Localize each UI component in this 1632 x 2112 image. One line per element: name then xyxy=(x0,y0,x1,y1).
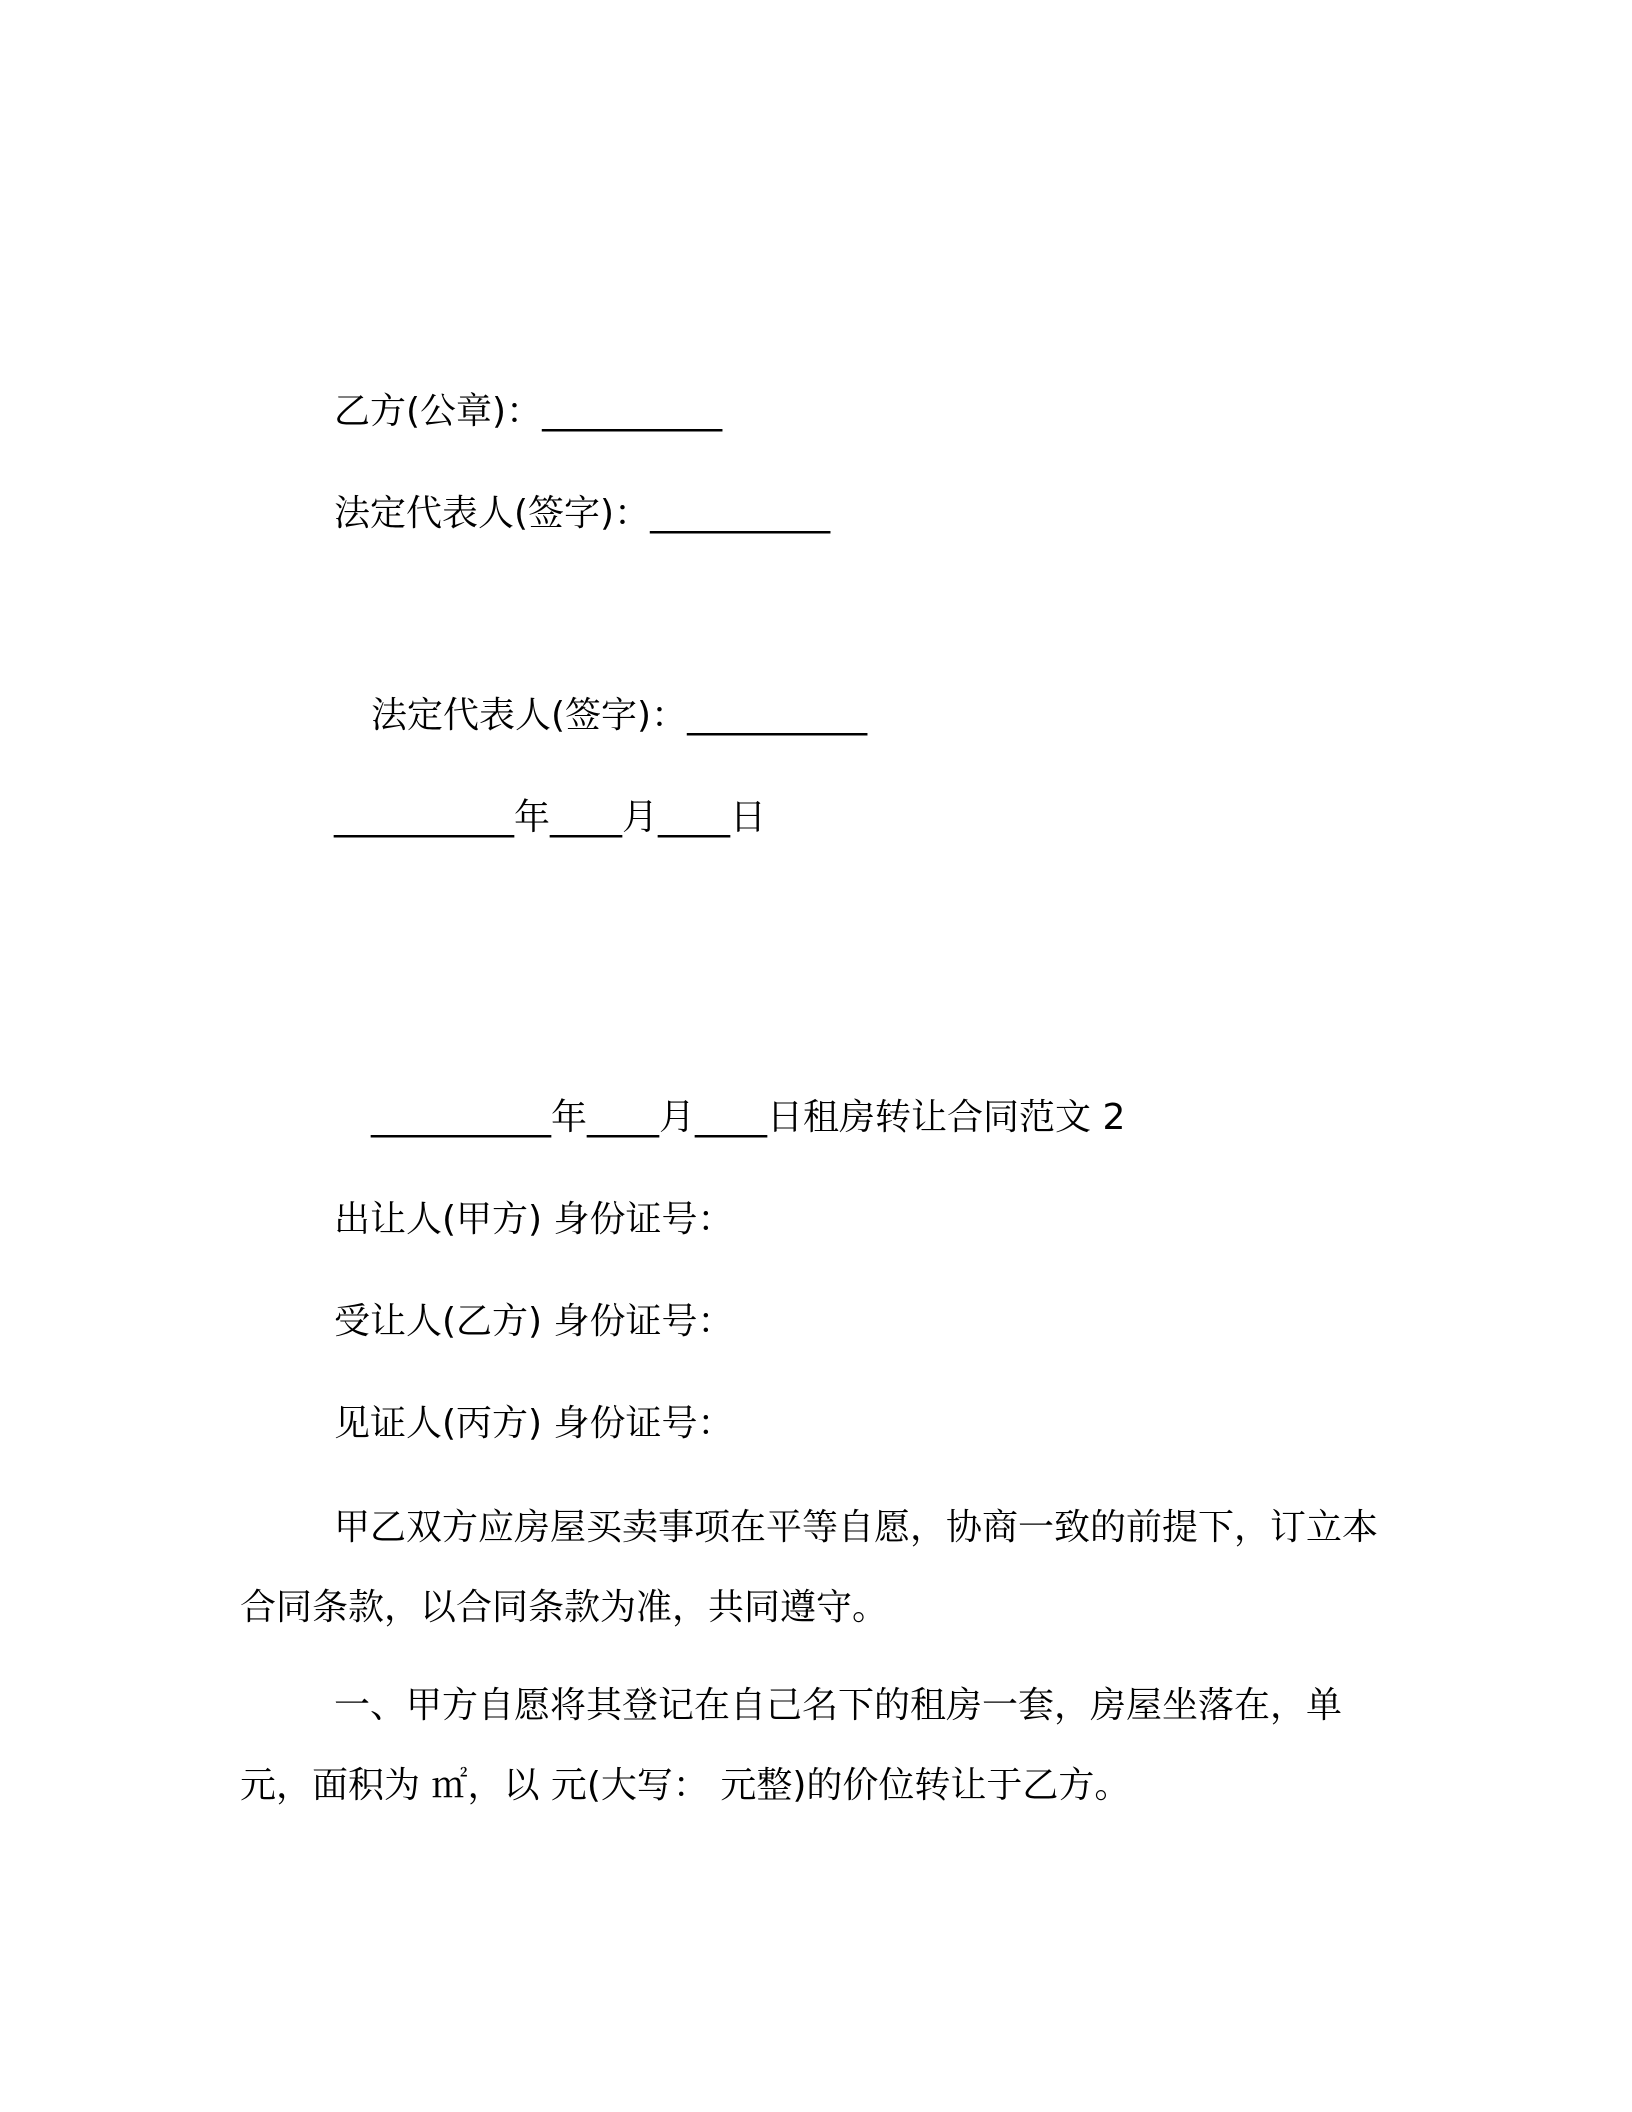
party-b-seal-line: 乙方(公章)：__________ xyxy=(334,391,723,432)
legal-representative-signature-line: 法定代表人(签字)：__________ xyxy=(334,493,831,534)
contract-title: __________年____月____日租房转让合同范文 2 xyxy=(371,1097,1126,1138)
transferor-id-line: 出让人(甲方) 身份证号： xyxy=(334,1199,734,1240)
transferee-id-line: 受让人(乙方) 身份证号： xyxy=(334,1301,734,1342)
legal-representative-signature-line-2: 法定代表人(签字)：__________ xyxy=(371,695,868,736)
clause-1-paragraph: 一、甲方自愿将其登记在自己名下的租房一套，房屋坐落在，单元，面积为 ㎡，以 元(大写： 元整)的价位转让于乙方。 xyxy=(240,1685,1343,1806)
witness-id-line: 见证人(丙方) 身份证号： xyxy=(334,1403,734,1444)
signature-date-line: __________年____月____日 xyxy=(334,797,766,838)
preamble-paragraph: 甲乙双方应房屋买卖事项在平等自愿，协商一致的前提下，订立本合同条款，以合同条款为准，共同遵守。 xyxy=(240,1507,1379,1628)
